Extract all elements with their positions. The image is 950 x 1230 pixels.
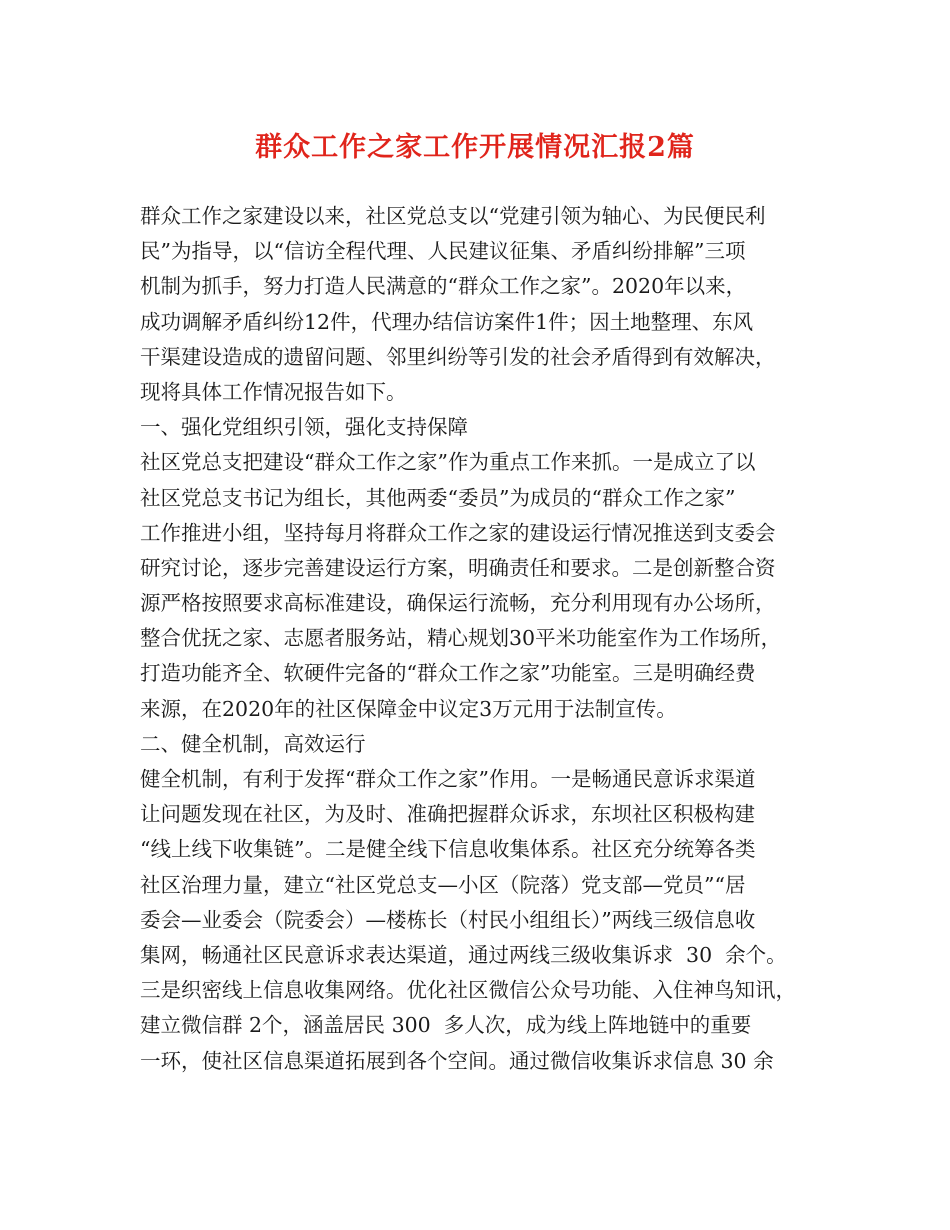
paragraph-line: 一环，使社区信息渠道拓展到各个空间。通过微信收集诉求信息 30 余 xyxy=(140,1048,774,1073)
paragraph-line: 成功调解矛盾纠纷12件，代理办结信访案件1件；因土地整理、东风 xyxy=(140,309,754,334)
paragraph-line: 工作推进小组，坚持每月将群众工作之家的建设运行情况推送到支委会 xyxy=(140,520,776,545)
paragraph-line: 三是织密线上信息收集网络。优化社区微信公众号功能、入住神鸟知讯， xyxy=(140,978,796,1003)
paragraph-line: 社区党总支把建设“群众工作之家”作为重点工作来抓。一是成立了以 xyxy=(140,450,756,475)
paragraph-line: 建立微信群 2个，涵盖居民 300 多人次，成为线上阵地链中的重要 xyxy=(140,1013,752,1038)
paragraph-line: 源严格按照要求高标准建设，确保运行流畅，充分利用现有办公场所， xyxy=(140,591,776,616)
paragraph-line: 社区治理力量，建立“社区党总支—小区（院落）党支部—党员”“居 xyxy=(140,872,746,897)
paragraph-line: 让问题发现在社区，为及时、准确把握群众诉求，东坝社区积极构建 xyxy=(140,802,755,827)
paragraph-line: 来源，在2020年的社区保障金中议定3万元用于法制宣传。 xyxy=(140,696,677,721)
paragraph-line: 健全机制，有利于发挥“群众工作之家”作用。一是畅通民意诉求渠道 xyxy=(140,767,756,791)
section-heading: 一、强化党组织引领，强化支持保障 xyxy=(140,415,468,440)
paragraph-line: 群众工作之家建设以来，社区党总支以“党建引领为轴心、为民便民利 xyxy=(140,204,766,228)
paragraph-line: 整合优抚之家、志愿者服务站，精心规划30平米功能室作为工作场所， xyxy=(140,626,782,651)
section-heading: 二、健全机制，高效运行 xyxy=(140,731,366,756)
document-title: 群众工作之家工作开展情况汇报2篇 xyxy=(255,132,695,163)
paragraph-line: 民”为指导，以“信访全程代理、人民建议征集、矛盾纠纷排解”三项 xyxy=(140,239,746,264)
paragraph-line: 集网，畅通社区民意诉求表达渠道，通过两线三级收集诉求 30 余个。 xyxy=(140,942,787,967)
paragraph-line: 委会—业委会（院委会）—楼栋长（村民小组组长）”两线三级信息收 xyxy=(140,907,756,932)
paragraph-line: 现将具体工作情况报告如下。 xyxy=(140,379,407,404)
paragraph-line: 打造功能齐全、软硬件完备的“群众工作之家”功能室。三是明确经费 xyxy=(140,661,756,686)
paragraph-line: “线上线下收集链”。二是健全线下信息收集体系。社区充分统筹各类 xyxy=(140,837,756,862)
paragraph-line: 机制为抓手，努力打造人民满意的“群众工作之家”。2020年以来， xyxy=(140,274,747,299)
paragraph-line: 社区党总支书记为组长，其他两委“委员”为成员的“群众工作之家” xyxy=(140,485,736,510)
paragraph-line: 干渠建设造成的遗留问题、邻里纠纷等引发的社会矛盾得到有效解决， xyxy=(140,344,776,369)
document-body xyxy=(140,199,820,1079)
paragraph-line: 研究讨论，逐步完善建设运行方案，明确责任和要求。二是创新整合资 xyxy=(140,555,776,580)
